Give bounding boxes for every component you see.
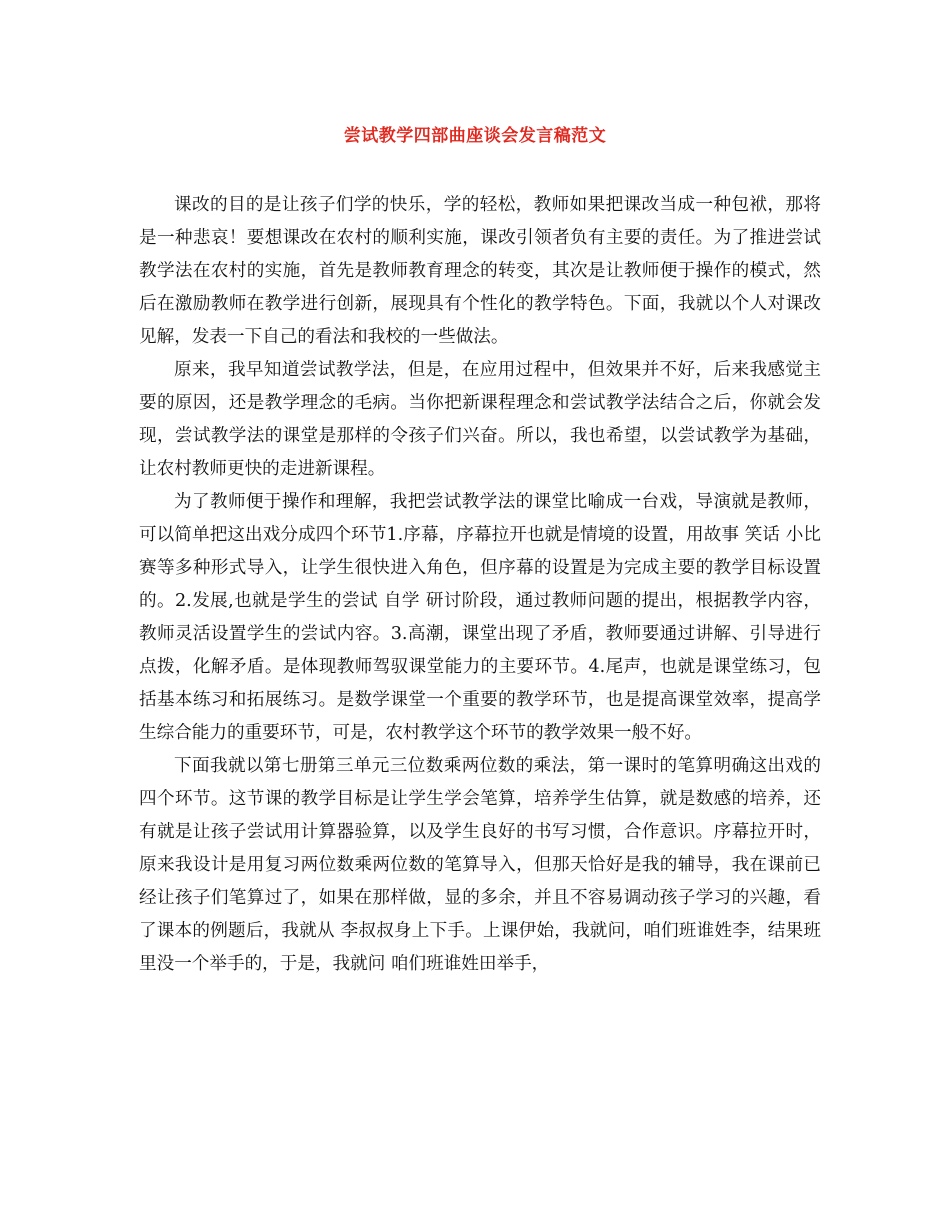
paragraph-2: 原来，我早知道尝试教学法，但是，在应用过程中，但效果并不好，后来我感觉主要的原因，还是教学理念的毛病。当你把新课程理念和尝试教学法结合之后，你就会发现，尝试教学法的课堂是那样的令孩子们兴奋。所以，我也希望，以尝试教学为基础，让农村教师更快的走进新课程。 bbox=[139, 360, 821, 479]
document-title: 尝试教学四部曲座谈会发言稿范文 bbox=[343, 126, 607, 146]
paragraph-1: 课改的目的是让孩子们学的快乐，学的轻松，教师如果把课改当成一种包袱，那将是一种悲哀！要想课改在农村的顺利实施，课改引领者负有主要的责任。为了推进尝试教学法在农村的实施，首先是教师教育理念的转变，其次是让教师便于操作的模式，然后在激励教师在教学进行创新，展现具有个性化的教学特色。下面，我就以个人对课改见解，发表一下自己的看法和我校的一些做法。 bbox=[139, 195, 821, 347]
paragraph-4: 下面我就以第七册第三单元三位数乘两位数的乘法，第一课时的笔算明确这出戏的四个环节。这节课的教学目标是让学生学会笔算，培养学生估算，就是数感的培养，还有就是让孩子尝试用计算器验算，以及学生良好的书写习惯，合作意识。序幕拉开时，原来我设计是用复习两位数乘两位数的笔算导入，但那天恰好是我的辅导，我在课前已经让孩子们笔算过了，如果在那样做，显的多余，并且不容易调动孩子学习的兴趣，看了课本的例题后，我就从 李叔叔身上下手。上课伊始，我就问，咱们班谁姓李，结果班里没一个举手的，于是，我就问 咱们班谁姓田举手， bbox=[139, 756, 821, 974]
document-body bbox=[139, 189, 821, 981]
paragraph-3: 为了教师便于操作和理解，我把尝试教学法的课堂比喻成一台戏，导演就是教师，可以简单把这出戏分成四个环节1.序幕，序幕拉开也就是情境的设置，用故事 笑话 小比赛等多种形式导入，让学生很快进入角色，但序幕的设置是为完成主要的教学目标设置的。2.发展,也就是学生的尝试 自学 研讨阶段，通过教师问题的提出，根据教学内容，教师灵活设置学生的尝试内容。3.高潮，课堂出现了矛盾，教师要通过讲解、引导进行点拨，化解矛盾。是体现教师驾驭课堂能力的主要环节。4.尾声，也就是课堂练习，包括基本练习和拓展练习。是数学课堂一个重要的教学环节，也是提高课堂效率，提高学生综合能力的重要环节，可是，农村教学这个环节的教学效果一般不好。 bbox=[139, 492, 821, 743]
